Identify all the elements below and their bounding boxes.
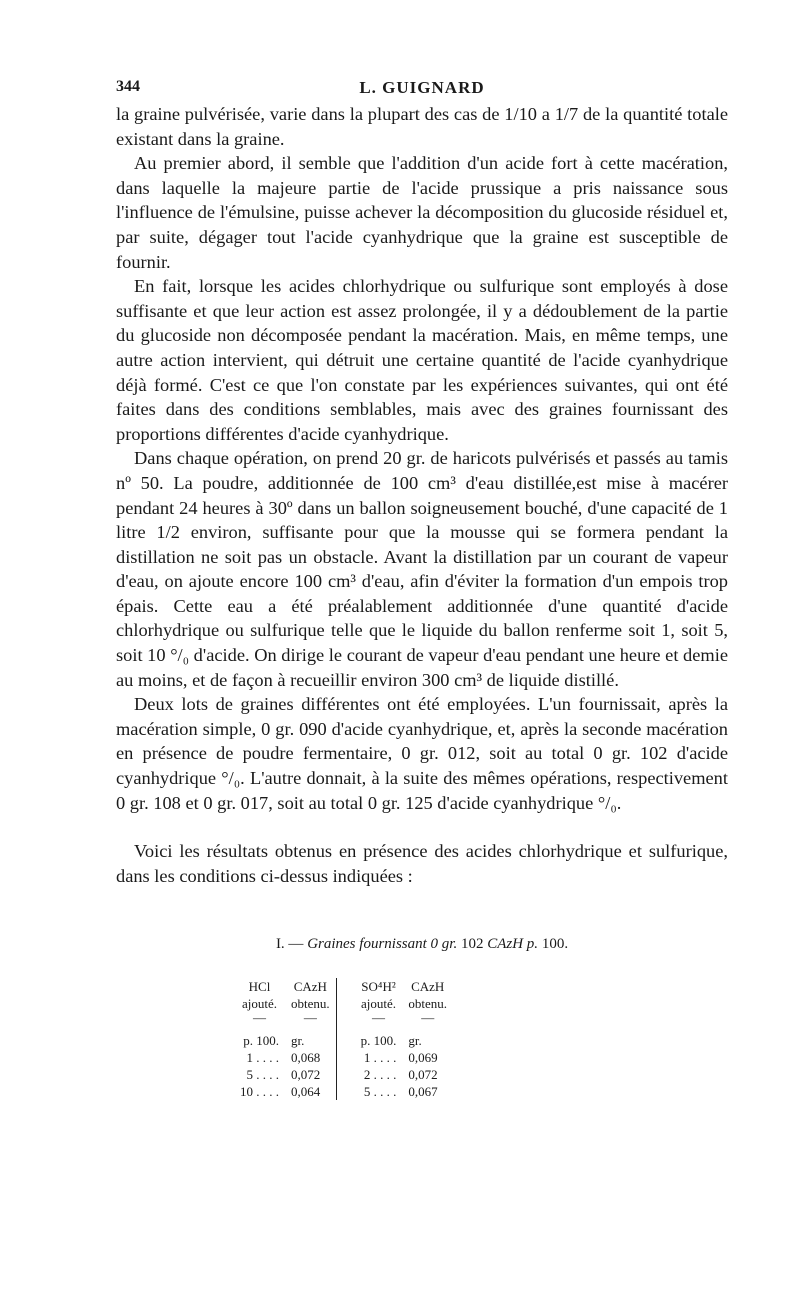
header-cazh-1: CAzH obtenu. — — [291, 979, 330, 1026]
running-header — [116, 78, 728, 102]
table-units-row: p. 100. gr. p. 100. gr. — [234, 1024, 453, 1049]
table-header-row — [234, 978, 453, 1024]
paragraph-3: En fait, lorsque les acides chlorhydrique ou sulfurique sont employés à dose suffisante et que leur action est assez prolongée, il y a dédoublement de la partie du glucoside non décomposée pendant la macération. Mais, en même temps, une autre action intervient, qui détruit une certaine quantité de l'acide cyanhydrique déjà formé. C'est ce que l'on constate par les expériences suivantes, qui ont été faites dans des conditions semblables, mais avec des graines fournissant des proportions différentes d'acide cyanhydrique. — [116, 276, 728, 444]
paragraph-1: la graine pulvérisée, varie dans la plupart des cas de 1/10 a 1/7 de la quantité totale existant dans la graine. — [116, 104, 728, 149]
results-table — [234, 978, 453, 1100]
body-text — [116, 102, 728, 888]
paragraph-5: Deux lots de graines différentes ont été employées. L'un fournissait, après la macération simple, 0 gr. 090 d'acide cyanhydrique, et, après la seconde macération en présence de poudre fermentaire, 0 gr. 012, soit au total 0 gr. 102 d'acide cyanhydrique °/₀. L'autre donnait, à la suite des mêmes opérations, respectivement 0 gr. 108 et 0 gr. 017, soit au total 0 gr. 125 d'acide cyanhydrique °/₀. — [116, 694, 728, 813]
running-title: L. GUIGNARD — [359, 78, 485, 97]
page — [116, 78, 728, 1100]
paragraph-6: Voici les résultats obtenus en présence des acides chlorhydrique et sulfurique, dans les conditions ci-dessus indiquées : — [116, 841, 728, 886]
page-number: 344 — [116, 78, 140, 95]
header-hcl: HCl ajouté. — — [241, 979, 277, 1026]
table-row: 5 . . . . 0,072 2 . . . . 0,072 — [246, 1067, 438, 1083]
header-cazh-2: CAzH obtenu. — — [408, 979, 448, 1026]
table-row: 10 . . . . 0,064 5 . . . . 0,067 — [240, 1084, 438, 1100]
table-row: 1 . . . . 0,068 1 . . . . 0,069 — [246, 1050, 438, 1066]
table-caption: I. — Graines fournissant 0 gr. 102 CAzH p. 100. — [275, 936, 569, 953]
paragraph-2: Au premier abord, il semble que l'addition d'un acide fort à cette macération, dans laquelle la majeure partie de l'acide prussique a pris naissance sous l'influence de l'émulsine, puisse achever la décomposition du glucoside résiduel et, par suite, dégager tout l'acide cyanhydrique que la graine est susceptible de fournir. — [116, 153, 728, 272]
paragraph-4: Dans chaque opération, on prend 20 gr. de haricots pulvérisés et passés au tamis nº 50. La poudre, additionnée de 100 cm³ d'eau distillée,est mise à macérer pendant 24 heures à 30º dans un ballon soigneusement bouché, d'une capacité de 1 litre 1/2 environ, suffisante pour que la mousse qui se formera pendant la distillation ne soit pas un obstacle. Avant la distillation par un courant de vapeur d'eau, on ajoute encore 100 cm³ d'eau, afin d'éviter la formation d'un empois trop épais. Cette eau a été préalablement additionnée d'une quantité d'acide chlorhydrique ou sulfurique telle que le liquide du ballon renferme soit 1, soit 5, soit 10 °/₀ d'acide. On dirige le courant de vapeur d'eau pendant une heure et demie au moins, et de façon à recueillir environ 300 cm³ de liquide distillé. — [116, 448, 728, 690]
column-separator — [336, 978, 355, 1024]
header-so4h2: SO⁴H² ajouté. — — [361, 979, 397, 1026]
